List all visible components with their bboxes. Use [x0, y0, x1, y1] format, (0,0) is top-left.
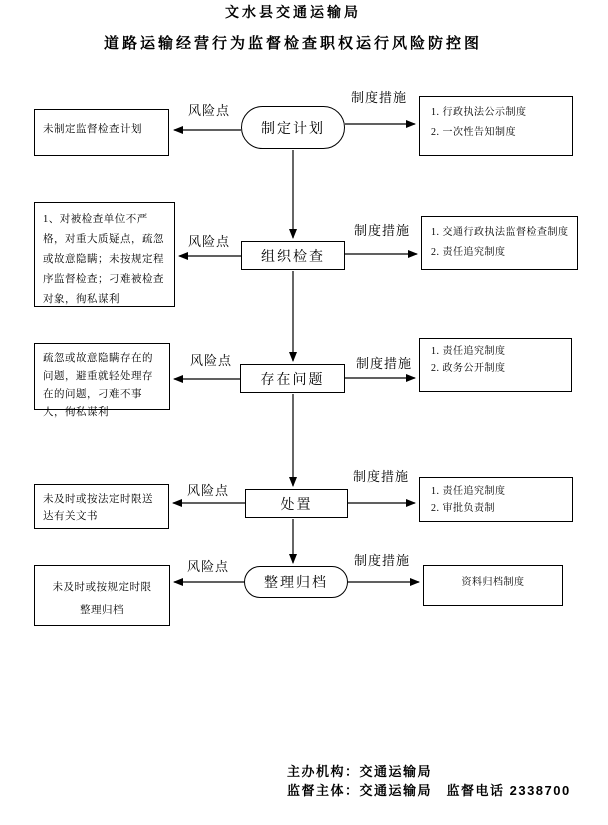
risk-box-2: [34, 202, 175, 307]
risk-text: 未制定监督检查计划: [43, 124, 142, 135]
measure-item: 2. 责任追究制度: [431, 247, 506, 258]
risk-point-label: 风险点: [188, 103, 231, 118]
measure-item: 1. 行政执法公示制度: [431, 107, 527, 118]
page-title: 文水县交通运输局: [225, 4, 361, 20]
measure-box-2: [421, 216, 578, 270]
measure-box-4: [419, 477, 573, 522]
measure-box-3: [419, 338, 572, 392]
flow-step-shape-3: 存在问题: [240, 364, 345, 393]
risk-point-label: 风险点: [187, 559, 230, 574]
measure-box-1: [419, 96, 573, 156]
risk-point-label: 风险点: [188, 234, 231, 249]
measure-item: 资料归档制度: [461, 577, 525, 588]
risk-point-label: 风险点: [187, 483, 230, 498]
measure-label: 制度措施: [354, 223, 411, 238]
measure-label: 制度措施: [351, 90, 408, 105]
measure-item: 1. 交通行政执法监督检查制度: [431, 227, 569, 238]
measure-item: 2. 政务公开制度: [431, 363, 506, 374]
measure-label: 制度措施: [354, 553, 411, 568]
risk-point-label: 风险点: [190, 353, 233, 368]
measure-item: 2. 审批负责制: [431, 503, 495, 514]
page-subtitle: 道路运输经营行为监督检查职权运行风险防控图: [103, 35, 482, 52]
risk-text-line-1: 未及时或按规定时限: [52, 582, 152, 593]
measure-box-5: [423, 565, 563, 606]
flow-step-shape-4: 处置: [245, 489, 348, 518]
measure-item: 2. 一次性告知制度: [431, 127, 516, 138]
flow-step-shape-2: 组织检查: [241, 241, 345, 270]
risk-box-3: [34, 343, 170, 418]
measure-label: 制度措施: [356, 356, 413, 371]
footer-organizer-line: 主办机构：交通运输局: [287, 764, 433, 779]
risk-box-5: [34, 565, 170, 626]
risk-box-4: [34, 484, 169, 529]
footer-supervisor-line: 监督主体：交通运输局 监督电话 2338700: [287, 783, 571, 798]
footer: [287, 762, 571, 800]
flow-step-shape-1: 制定计划: [241, 106, 345, 149]
risk-box-1: [34, 109, 169, 156]
measure-label: 制度措施: [353, 469, 410, 484]
measure-item: 1. 责任追究制度: [431, 346, 506, 357]
risk-text: 1、对被检查单位不严格，对重大质疑点，疏忽或故意隐瞒；未按规定程序监督检查；刁难被检查对象，徇私谋利: [43, 214, 164, 305]
measure-item: 1. 责任追究制度: [431, 486, 506, 497]
risk-text: 疏忽或故意隐瞒存在的问题，避重就轻处理存在的问题，刁难不事人，徇私谋利: [43, 353, 153, 418]
risk-text-line-2: 整理归档: [80, 605, 124, 616]
flow-step-shape-5: 整理归档: [244, 566, 348, 598]
risk-text: 未及时或按法定时限送达有关文书: [43, 494, 153, 522]
